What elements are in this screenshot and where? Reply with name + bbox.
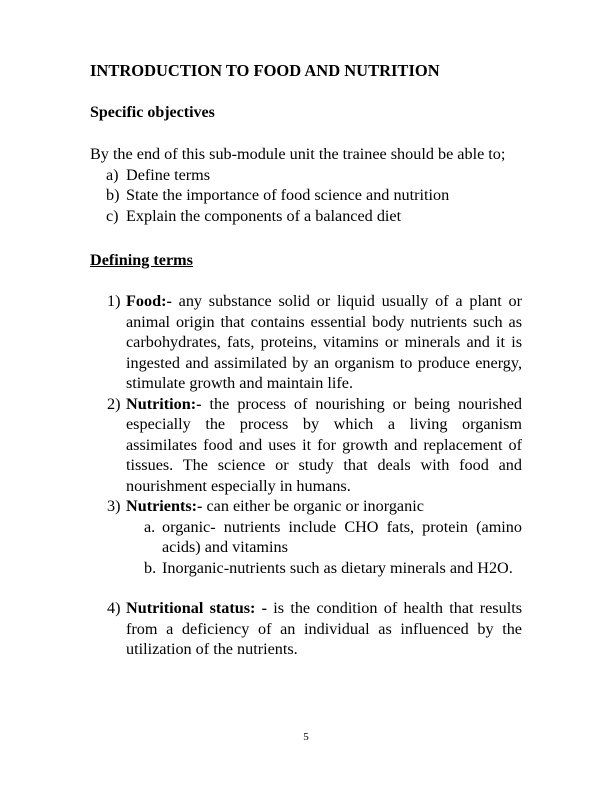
term-item-nutritional-status: 4) Nutritional status: - is the condition of health that results from a deficiency of an individual as influenced by the utilization of the nutrients. — [107, 599, 522, 658]
document-title: INTRODUCTION TO FOOD AND NUTRITION — [90, 61, 440, 80]
page-number: 5 — [303, 731, 309, 743]
intro-paragraph: By the end of this sub-module unit the trainee should be able to; — [90, 145, 506, 163]
term-definition: can either be organic or inorganic — [202, 497, 424, 515]
term-item-food: 1) Food:- any substance solid or liquid usually of a plant or animal origin that contains essential body nutrients such as carbohydrates, fats, proteins, vitamins or minerals and it is ingested and assimilated by an organism to produce energy, stimulate growth and maintain life. — [107, 292, 522, 392]
term-definition: any substance solid or liquid usually of a plant or animal origin that contains essential body nutrients such as carbohydrates, fats, proteins, vitamins or minerals and it is ingested and assimilated by an organism to produce energy, stimulate growth and maintain life. — [126, 292, 522, 392]
document-page — [90, 60, 522, 660]
sub-item: a. organic- nutrients include CHO fats, protein (amino acids) and vitamins — [144, 517, 522, 556]
term-item-nutrition: 2) Nutrition:- the process of nourishing or being nourished especially the process by which a living organism assimilates food and uses it for growth and replacement of tissues. The science or study that deals with food and nourishment especially in humans. — [107, 394, 522, 495]
defining-terms-heading: Defining terms — [90, 251, 193, 269]
term-item-nutrients: 3) Nutrients:- can either be organic or inorganic a. organic- nutrients include CHO fats, protein (amino acids) and vitamins b. Inorganic-nutrients such as dietary minerals and H2O. — [107, 497, 522, 577]
term-definition: is the condition of health that results from a deficiency of an individual as influenced by the utilization of the nutrients. — [126, 599, 522, 658]
term-label: Food:- — [126, 292, 172, 310]
term-label: Nutritional status: - — [126, 599, 268, 617]
term-label: Nutrients:- — [126, 497, 203, 515]
objective-item: b) State the importance of food science and nutrition — [106, 186, 450, 204]
term-label: Nutrition:- — [126, 394, 202, 413]
objectives-list — [90, 165, 522, 227]
objective-item: a) Define terms — [106, 165, 211, 184]
sub-item: b. Inorganic-nutrients such as dietary minerals and H2O. — [144, 558, 513, 577]
terms-list — [90, 291, 522, 660]
term-definition: the process of nourishing or being nourished especially the process by which a living organism assimilates food and uses it for growth and replacement of tissues. The science or study that deals with food and nourishment especially in humans. — [126, 394, 522, 495]
objectives-heading: Specific objectives — [90, 104, 215, 121]
objective-item: c) Explain the components of a balanced diet — [106, 206, 402, 225]
nutrients-sublist — [126, 517, 522, 579]
